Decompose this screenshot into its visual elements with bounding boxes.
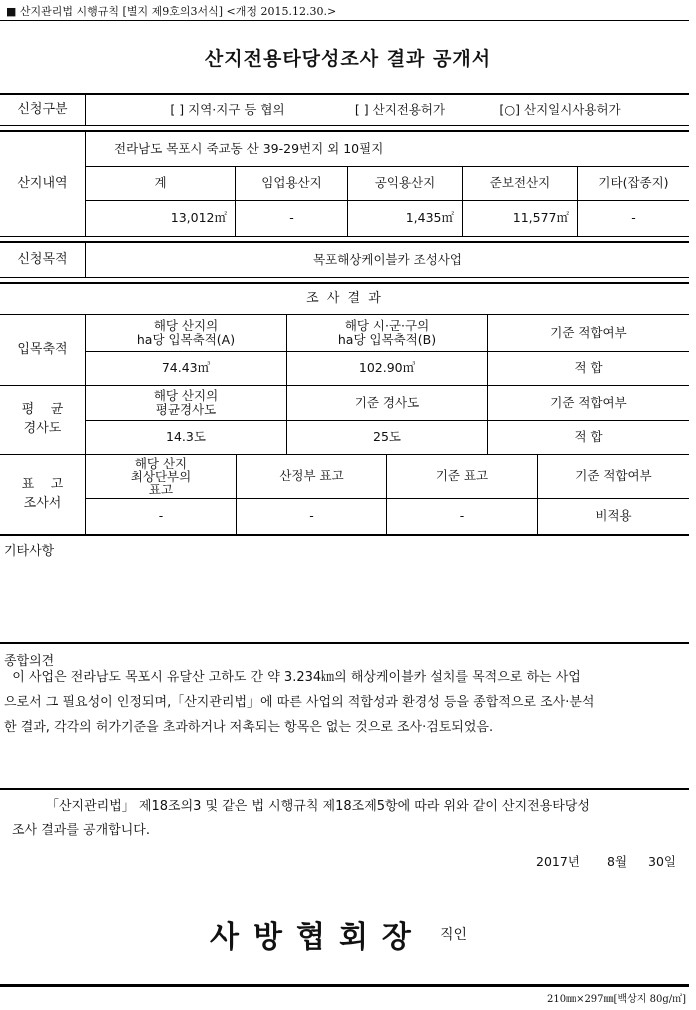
column-header-public-benefit: 공익용산지 [374,175,436,191]
elevation-label-line2: 조사서 [23,495,62,511]
form-header [6,3,336,19]
slope-header-standard: 기준 경사도 [354,394,420,410]
slope-value-standard: 25도 [373,429,401,445]
divider [85,95,86,125]
slope-header-conformity: 기준 적합여부 [550,394,627,410]
slope-value-site: 14.3도 [166,429,206,445]
column-header-semi-conservation: 준보전산지 [489,175,551,191]
stock-header-region-line1: 해당 시·군·구의 [344,317,430,333]
slope-label [0,386,85,454]
value-forestry: - [289,210,294,226]
value-public-benefit: 1,435㎡ [405,210,454,226]
section-border [0,642,689,644]
elevation-header-site-line2: 최상단부의 [130,468,192,484]
header-divider [0,20,689,21]
row-border [0,125,689,126]
stock-header-conformity: 기준 적합여부 [550,324,627,340]
elevation-value-standard: - [459,508,465,524]
slope-header-site-line1: 해당 산지의 [153,387,219,403]
elevation-value-summit: - [309,508,314,524]
column-header-total: 계 [154,175,167,191]
document-title: 산지전용타당성조사 결과 공개서 [204,48,492,70]
elevation-header-conformity: 기준 적합여부 [575,468,652,484]
stock-header-site-line2: ha당 입목축적(A) [136,332,236,347]
date-month: 8월 [607,854,628,869]
value-other: - [631,210,636,226]
elevation-header-summit: 산정부 표고 [279,468,344,484]
stock-header-site-line1: 해당 산지의 [153,317,219,333]
forest-details-label: 산지내역 [17,175,68,191]
elevation-value-conformity: 비적용 [595,508,632,524]
section-border [0,788,689,790]
notice-line-2: 조사 결과를 공개합니다. [12,823,150,838]
application-type-label: 신청구분 [17,101,68,117]
purpose-label: 신청목적 [17,251,68,267]
date-year: 2017년 [536,854,580,869]
value-total: 13,012㎡ [170,210,227,226]
date-day: 30일 [648,854,676,869]
elevation-header-site-line3: 표고 [148,482,174,498]
paper-spec: 210㎜×297㎜[백상지 80g/㎡] [546,994,686,1005]
option-conversion-permit: [ ] 산지전용허가 [354,101,446,117]
slope-label-line2: 경사도 [23,421,62,436]
survey-results-title: 조 사 결 과 [306,290,383,306]
stock-value-site: 74.43㎥ [161,360,211,376]
stock-header-region-line2: ha당 입목축적(B) [337,332,437,347]
option-temporary-use-permit: [○] 산지일시사용허가 [499,101,621,117]
signatory-name: 사방협회장 [210,920,425,955]
slope-value-conformity: 적 합 [574,429,603,445]
form-number: [별지 제9호의3서식] [122,5,224,18]
elevation-header-site [86,455,236,498]
stock-header-site [86,315,286,351]
value-semi-conservation: 11,577㎡ [512,210,569,226]
revision-date: <개정 2015.12.30.> [226,5,337,18]
opinion-line-1: 이 사업은 전라남도 목포시 유달산 고하도 간 약 3.234㎞의 해상케이블카 설치를 목적으로 하는 사업 [4,670,581,685]
column-header-other: 기타(잡종지) [598,175,669,191]
law-name: 산지관리법 시행규칙 [19,5,120,18]
other-notes-label: 기타사항 [4,544,55,559]
notice-line-1: 「산지관리법」 제18조의3 및 같은 법 시행규칙 제18조제5항에 따라 위와 같이 산지전용타당성 [46,799,590,814]
opinion-line-3: 한 결과, 각각의 허가기준을 초과하거나 저촉되는 항목은 없는 것으로 조사·검토되었음. [4,720,494,735]
stock-label: 입목축적 [17,341,68,357]
option-consultation: [ ] 지역·지구 등 협의 [170,101,285,117]
elevation-header-site-line1: 해당 산지 [134,455,188,471]
opinion-label: 종합의견 [4,654,55,669]
slope-header-site-line2: 평균경사도 [155,402,217,417]
row-border [0,236,689,237]
stock-value-conformity: 적 합 [574,360,603,376]
stock-header-region [287,315,487,351]
row-border [0,277,689,278]
opinion-line-2: 으로서 그 필요성이 인정되며,「산지관리법」에 따른 사업의 적합성과 환경성 등을 종합적으로 조사·분석 [4,695,595,710]
stock-value-region: 102.90㎥ [358,360,416,376]
elevation-label [0,455,85,534]
column-header-forestry: 임업용산지 [261,175,322,191]
official-seal-label: 직인 [440,927,468,943]
forest-address: 전라남도 목포시 죽교동 산 39-29번지 외 10필지 [114,140,384,156]
elevation-label-line1: 표 고 [21,476,64,492]
elevation-value-site: - [158,508,164,524]
footer-divider [0,984,689,987]
purpose-value: 목포해상케이블카 조성사업 [313,251,462,267]
section-border [0,534,689,536]
slope-header-site [86,386,286,420]
slope-label-line1: 평 균 [21,402,64,418]
square-marker-icon: ■ [6,5,17,18]
elevation-header-standard: 기준 표고 [435,468,489,484]
